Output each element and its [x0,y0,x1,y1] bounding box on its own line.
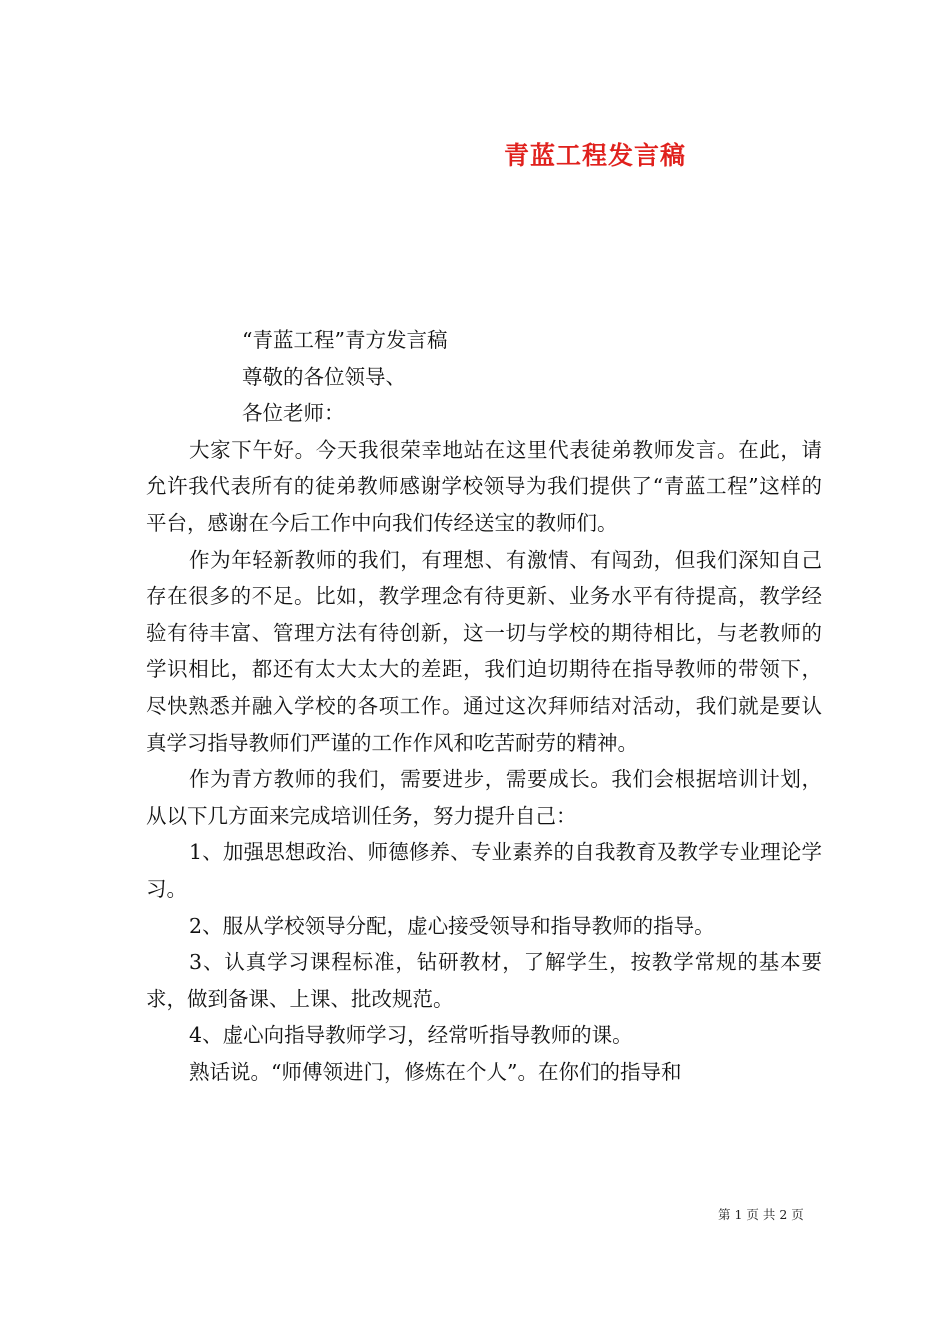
plan-item-1: 1、加强思想政治、师德修养、专业素养的自我教育及教学专业理论学习。 [146,840,822,901]
salutation-leaders: 尊敬的各位领导、 [242,364,406,389]
paragraph-closing: 熟话说。“师傅领进门，修炼在个人”。在你们的指导和 [189,1059,682,1084]
paragraph-plan-intro: 作为青方教师的我们，需要进步，需要成长。我们会根据培训计划，从以下几方面来完成培训任务，努力提升自己： [146,767,822,828]
document-body [146,322,822,1090]
plan-item-2: 2、服从学校领导分配，虚心接受领导和指导教师的指导。 [189,913,715,938]
paragraph-greeting: 大家下午好。今天我很荣幸地站在这里代表徒弟教师发言。在此，请允许我代表所有的徒弟教师感谢学校领导为我们提供了“青蓝工程”这样的平台，感谢在今后工作中向我们传经送宝的教师们。 [146,437,822,535]
speech-subtitle: “青蓝工程”青方发言稿 [242,328,448,352]
document-title: 青蓝工程发言稿 [503,141,686,170]
salutation-teachers: 各位老师： [242,401,345,426]
paragraph-shortcomings: 作为年轻新教师的我们，有理想、有激情、有闯劲，但我们深知自己存在很多的不足。比如，教学理念有待更新、业务水平有待提高，教学经验有待丰富、管理方法有待创新，这一切与学校的期待相比，与老教师的学识相比，都还有太大太大的差距，我们迫切期待在指导教师的带领下，尽快熟悉并融入学校的各项工作。通过这次拜师结对活动，我们就是要认真学习指导教师们严谨的工作作风和吃苦耐劳的精神。 [146,547,822,755]
plan-item-3: 3、认真学习课程标准，钻研教材，了解学生，按教学常规的基本要求，做到备课、上课、批改规范。 [146,950,822,1011]
page-number: 第 1 页 共 2 页 [718,1207,804,1222]
plan-item-4: 4、虚心向指导教师学习，经常听指导教师的课。 [189,1023,633,1048]
